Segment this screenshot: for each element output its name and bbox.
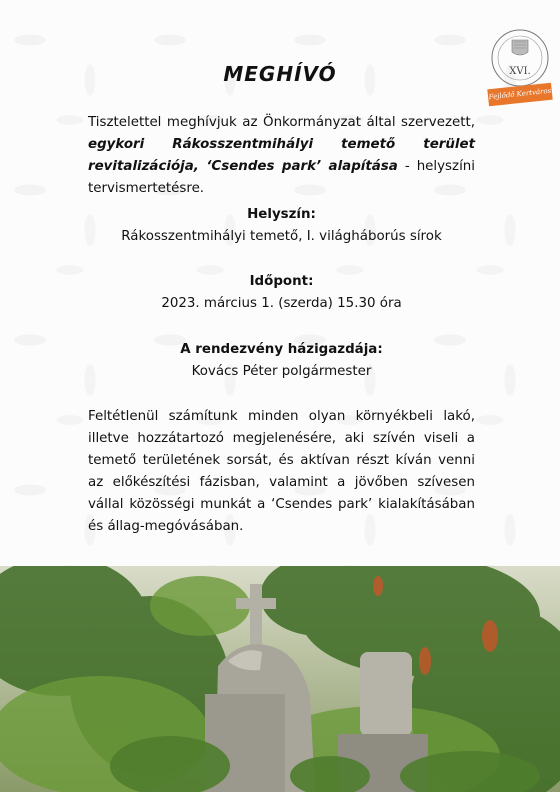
cemetery-photo: [0, 566, 560, 792]
district-numeral: XVI.: [509, 66, 531, 77]
host-label: A rendezvény házigazdája:: [180, 342, 383, 357]
invitation-intro: [88, 112, 475, 200]
time-section: [88, 271, 475, 315]
intro-text-1: Tisztelettel meghívjuk az Önkormányzat által szervezett,: [88, 115, 475, 130]
intro-text-2: - helyszíni tervismertetésre.: [88, 159, 475, 196]
closing-paragraph: Feltétlenül számítunk minden olyan környékbeli lakó, illetve hozzátartozó megjelenésére, aki szívén viseli a temető területének sorsát, és aktívan részt kíván venni az előkészítési fázisban, valamint a jövőben szívesen vállal közösségi munkát a ‘Csendes park’ kialakításában és állag-megóvásában.: [88, 409, 475, 534]
invitation-title: MEGHÍVÓ: [223, 62, 337, 86]
host-section: [88, 339, 475, 383]
location-value: Rákosszentmihályi temető, I. világháborús sírok: [121, 229, 442, 244]
time-label: Időpont:: [249, 274, 314, 289]
location-section: [88, 204, 475, 248]
time-value: 2023. március 1. (szerda) 15.30 óra: [161, 296, 402, 311]
district-slogan-badge: Fejlődő Kertváros: [487, 83, 552, 107]
intro-emphasis: egykori Rákosszentmihályi temető terület revitalizációja, ‘Csendes park’ alapítása: [88, 137, 475, 174]
host-value: Kovács Péter polgármester: [191, 364, 372, 379]
location-label: Helyszín:: [247, 207, 316, 222]
